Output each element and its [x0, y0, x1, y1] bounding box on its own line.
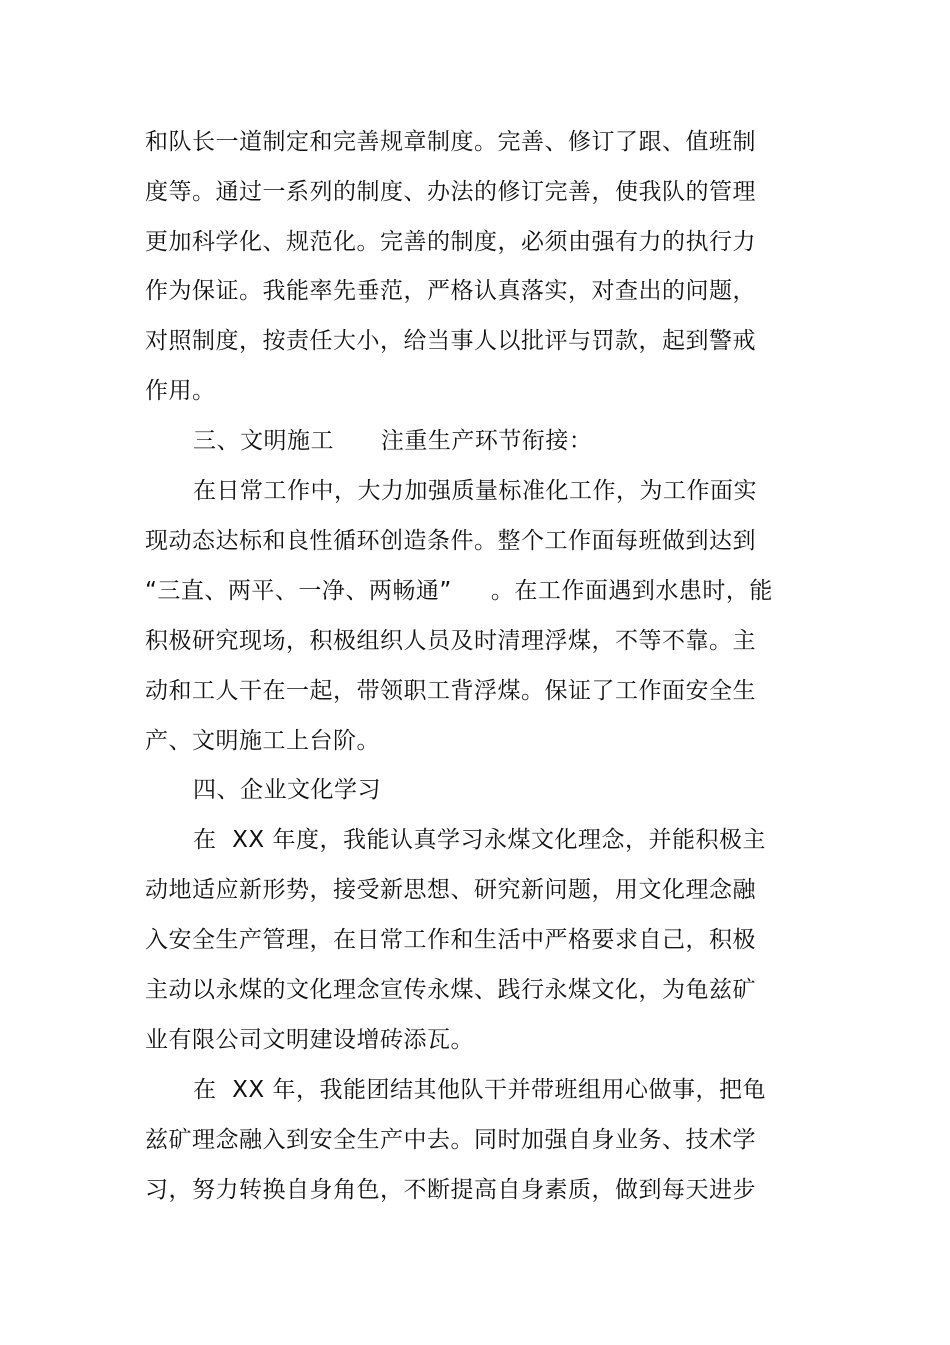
text-line: 产、文明施工上台阶。	[145, 728, 380, 754]
text-line: 更加科学化、规范化。完善的制度，必须由强有力的执行力	[145, 229, 756, 255]
paragraph-first-line: 在 XX 年，我能团结其他队干并带班组用心做事，把龟	[193, 1077, 766, 1103]
text-line: 习，努力转换自身角色，不断提高自身素质，做到每天进步	[145, 1177, 756, 1203]
text-line: 现动态达标和良性循环创造条件。整个工作面每班做到达到	[145, 528, 756, 554]
text-line: 作为保证。我能率先垂范，严格认真落实，对查出的问题，	[145, 278, 756, 304]
text-line: 和队长一道制定和完善规章制度。完善、修订了跟、值班制	[145, 129, 756, 155]
text-line: 动和工人干在一起，带领职工背浮煤。保证了工作面安全生	[145, 678, 756, 704]
text-line: 作用。	[145, 378, 216, 404]
text-line: 动地适应新形势，接受新思想、研究新问题，用文化理念融	[145, 877, 756, 903]
text-line: “三直、两平、一净、两畅通” 。在工作面遇到水患时，能	[145, 578, 773, 604]
text-line: 入安全生产管理，在日常工作和生活中严格要求自己，积极	[145, 927, 756, 953]
text-line: 主动以永煤的文化理念宣传永煤、践行永煤文化，为龟兹矿	[145, 977, 756, 1003]
text-line: 积极研究现场，积极组织人员及时清理浮煤，不等不靠。主	[145, 628, 756, 654]
text-line: 业有限公司文明建设增砖添瓦。	[145, 1027, 474, 1053]
paragraph-first-line: 在日常工作中，大力加强质量标准化工作，为工作面实	[193, 478, 757, 504]
paragraph-first-line: 在 XX 年度，我能认真学习永煤文化理念，并能积极主	[193, 827, 766, 853]
section-heading: 四、企业文化学习	[193, 777, 381, 803]
text-line: 度等。通过一系列的制度、办法的修订完善，使我队的管理	[145, 179, 756, 205]
text-line: 对照制度，按责任大小，给当事人以批评与罚款，起到警戒	[145, 328, 756, 354]
text-line: 兹矿理念融入到安全生产中去。同时加强自身业务、技术学	[145, 1127, 756, 1153]
section-heading: 三、文明施工 注重生产环节衔接：	[193, 428, 593, 454]
